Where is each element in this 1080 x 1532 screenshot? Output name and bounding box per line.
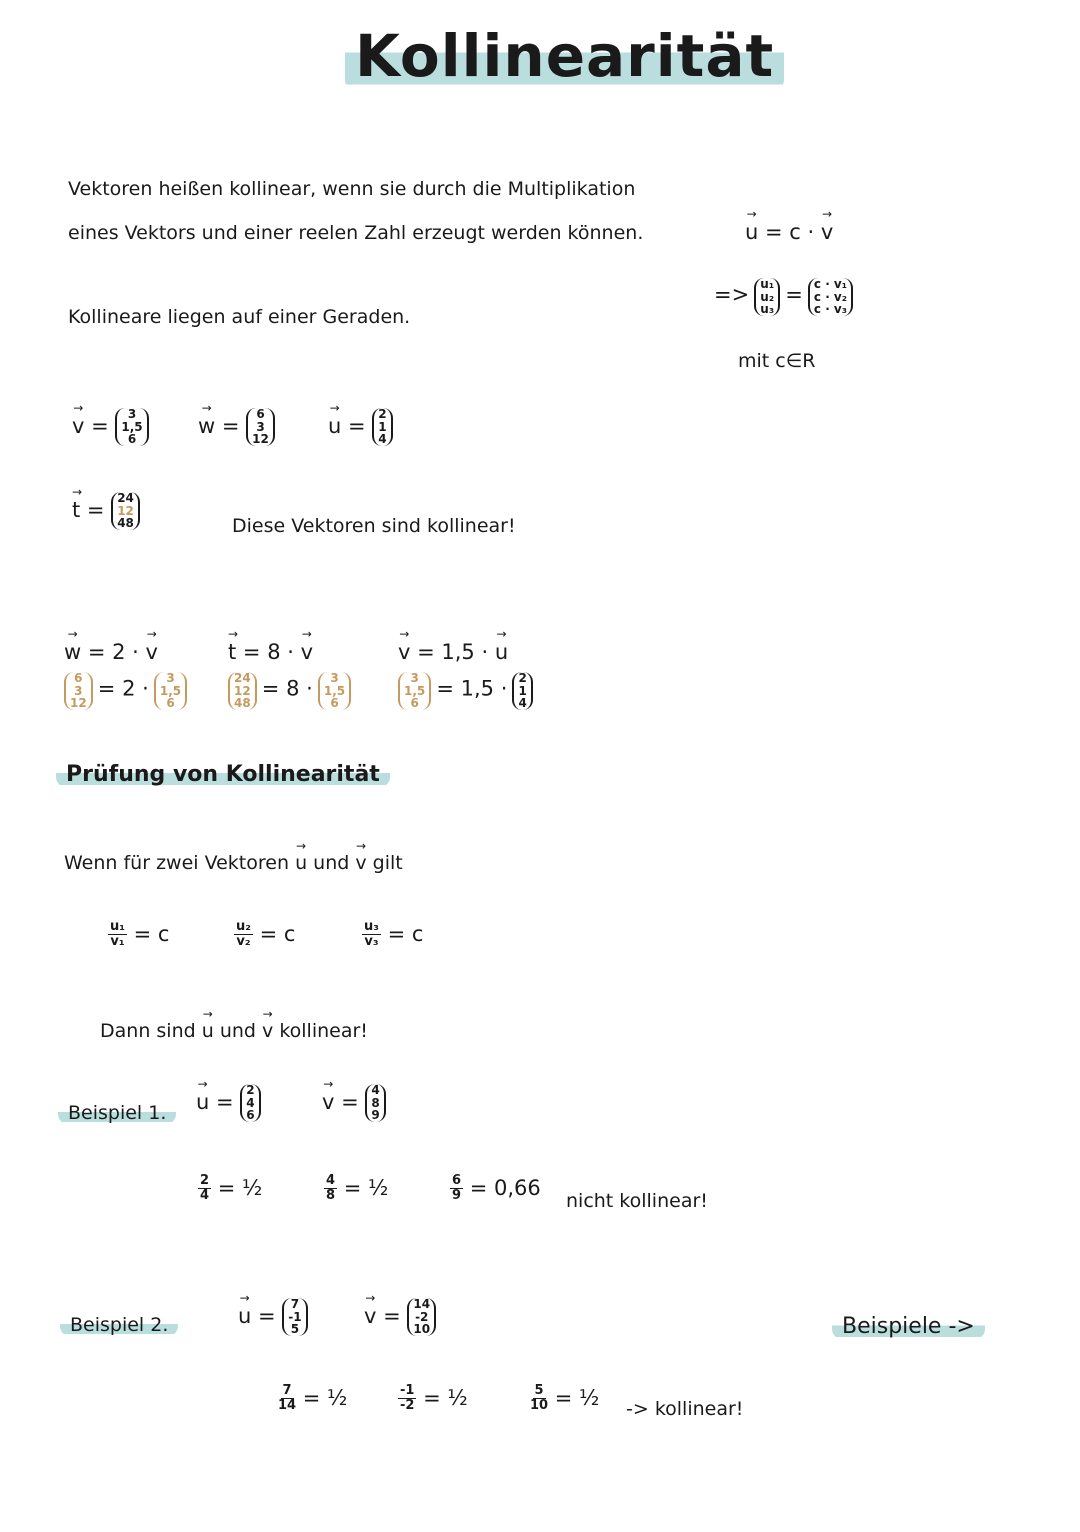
relation-3: → v = 1,5 · → u 3 1,5 6 = 1,5 · 2 1 4	[398, 640, 533, 710]
vector-v-column: 3 1,5 6	[115, 408, 148, 446]
examples-link[interactable]: Beispiele ->	[832, 1314, 985, 1339]
implies-arrow: =>	[714, 282, 750, 307]
u-component-column: u₁ u₂ u₃	[754, 278, 780, 316]
equation-operator: = c ·	[765, 220, 815, 244]
relation-2-left-column: 24 12 48	[228, 672, 257, 710]
relation-1: → w = 2 · → v 6 3 12 = 2 · 3 1,5 6	[64, 640, 187, 710]
condition-line: Wenn für zwei Vektoren → u und → v gilt	[64, 852, 403, 874]
page-title: Kollinearität	[345, 22, 784, 90]
intro-line-1: Vektoren heißen kollinear, wenn sie durch die Multiplikation	[68, 178, 636, 200]
vector-w-definition: → w = 6 3 12	[198, 408, 275, 446]
example-1-v: → v = 4 8 9	[322, 1084, 386, 1122]
u-vector-label: → u	[745, 220, 758, 244]
section-heading: Prüfung von Kollinearität	[56, 762, 390, 787]
vector-u-column: 2 1 4	[372, 408, 392, 446]
example-2-ratio-3: $\frac{5}{10}$ = ½	[530, 1383, 600, 1414]
example-1-ratio-1: $\frac{2}{4}$ = ½	[200, 1173, 263, 1204]
relation-2: → t = 8 · → v 24 12 48 = 8 · 3 1,5 6	[228, 640, 351, 710]
definition-equation	[745, 220, 833, 244]
component-equation: => u₁ u₂ u₃ = c · v₁ c · v₂ c · v₃	[714, 278, 853, 316]
real-number-condition: mit c∈R	[738, 350, 816, 372]
vector-u-definition: → u = 2 1 4	[328, 408, 393, 446]
relation-1-right-column: 3 1,5 6	[154, 672, 187, 710]
example-1-u-column: 2 4 6	[240, 1084, 260, 1122]
intro-line-3: Kollineare liegen auf einer Geraden.	[68, 306, 411, 328]
example-1-v-column: 4 8 9	[365, 1084, 385, 1122]
example-2-label: Beispiel 2.	[60, 1314, 178, 1336]
example-1-ratio-2: $\frac{4}{8}$ = ½	[326, 1173, 389, 1204]
example-2-u: → u = 7 -1 5	[238, 1298, 308, 1336]
ratio-3: $\frac{\text{u₃}}{\text{v₃}}$ = c	[364, 919, 424, 950]
ratio-2: $\frac{\text{u₂}}{\text{v₂}}$ = c	[236, 919, 296, 950]
relation-2-right-column: 3 1,5 6	[318, 672, 351, 710]
example-2-v: → v = 14 -2 10	[364, 1298, 436, 1336]
relation-3-right-column: 2 1 4	[512, 672, 532, 710]
conclusion-line: Dann sind → u und → v kollinear!	[100, 1020, 368, 1042]
example-1-result: nicht kollinear!	[566, 1190, 708, 1212]
vector-t-column: 24 12 48	[111, 492, 140, 530]
vector-w-column: 6 3 12	[246, 408, 275, 446]
example-2-result: -> kollinear!	[626, 1398, 744, 1420]
collinear-note: Diese Vektoren sind kollinear!	[232, 515, 516, 537]
v-vector-label: → v	[821, 220, 833, 244]
intro-line-2: eines Vektors und einer reelen Zahl erzeugt werden können.	[68, 222, 644, 244]
relation-3-left-column: 3 1,5 6	[398, 672, 431, 710]
example-2-v-column: 14 -2 10	[407, 1298, 436, 1336]
example-2-ratio-2: $\frac{-1}{-2}$ = ½	[400, 1383, 468, 1414]
vector-v-definition: → v = 3 1,5 6	[72, 408, 149, 446]
vector-t-definition: → t = 24 12 48	[72, 492, 140, 530]
example-2-ratio-1: $\frac{7}{14}$ = ½	[278, 1383, 348, 1414]
example-2-u-column: 7 -1 5	[282, 1298, 307, 1336]
cv-component-column: c · v₁ c · v₂ c · v₃	[808, 278, 853, 316]
example-1-ratio-3: $\frac{6}{9}$ = 0,66	[452, 1173, 541, 1204]
relation-1-left-column: 6 3 12	[64, 672, 93, 710]
ratio-1: $\frac{\text{u₁}}{\text{v₁}}$ = c	[110, 919, 170, 950]
example-1-label: Beispiel 1.	[58, 1102, 176, 1124]
example-1-u: → u = 2 4 6	[196, 1084, 261, 1122]
